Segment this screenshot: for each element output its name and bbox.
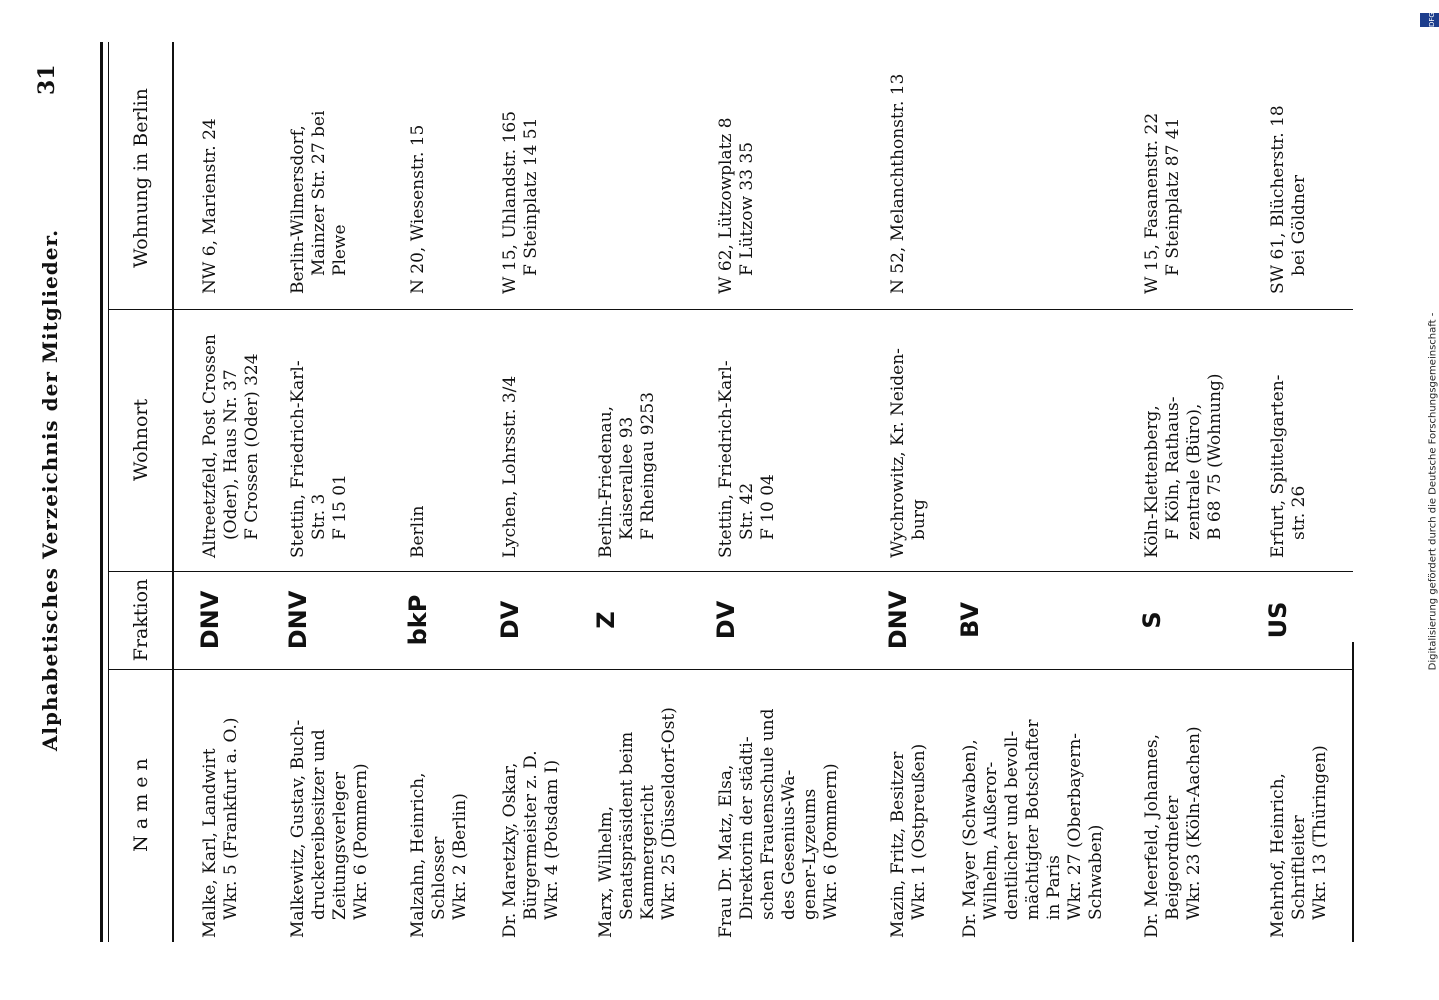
row-6-fraktion: DV xyxy=(712,600,740,640)
header-namen: N a m e n xyxy=(130,758,152,852)
row-8-fraktion: BV xyxy=(956,602,984,638)
header-wohnung: Wohnung in Berlin xyxy=(130,88,152,268)
row-2-fraktion: DNV xyxy=(284,590,312,650)
row-7-wohnung: N 52, Melanchthonstr. 13 xyxy=(888,73,908,294)
row-1-name: Malke, Karl, Landwirt Wkr. 5 (Frankfurt a. O.) xyxy=(200,717,241,938)
row-8-name: Dr. Mayer (Schwaben), Wilhelm, Außeror- dentlicher und bevoll- mächtigter Botschafter in Paris Wkr. 27 (Oberbayern- Schwaben) xyxy=(960,719,1106,938)
page-number: 31 xyxy=(34,64,60,95)
row-2-wohnung: Berlin-Wilmersdorf, Mainzer Str. 27 bei Plewe xyxy=(288,110,350,294)
row-10-name: Mehrhof, Heinrich, Schriftleiter Wkr. 13 (Thüringen) xyxy=(1268,745,1330,938)
row-7-fraktion: DNV xyxy=(884,590,912,650)
header-fraktion: Fraktion xyxy=(130,578,152,662)
row-5-name: Marx, Wilhelm, Senatspräsident beim Kammergericht Wkr. 25 (Düsseldorf-Ost) xyxy=(596,707,679,938)
row-9-name: Dr. Meerfeld, Johannes, Beigeordneter Wkr. 23 (Köln-Aachen) xyxy=(1142,726,1204,938)
row-6-name: Frau Dr. Matz, Elsa, Direktorin der städti- schen Frauenschule und des Gesenius-Wa- gener-Lyzeums Wkr. 6 (Pommern) xyxy=(716,708,841,938)
row-3-fraktion: bkP xyxy=(404,594,432,646)
dfg-logo: DFG xyxy=(1420,13,1439,27)
row-10-wohnung: SW 61, Blücherstr. 18 bei Göldner xyxy=(1268,105,1309,294)
digitization-strip xyxy=(1418,6,1439,996)
bottom-rule xyxy=(1352,642,1354,942)
row-9-wohnort: Köln-Klettenberg, F Köln, Rathaus- zentrale (Büro), B 68 75 (Wohnung) xyxy=(1142,373,1225,558)
row-9-wohnung: W 15, Fasanenstr. 22 F Steinplatz 87 41 xyxy=(1142,112,1183,294)
row-3-wohnung: N 20, Wiesenstr. 15 xyxy=(408,124,428,294)
row-1-wohnung: NW 6, Marienstr. 24 xyxy=(200,118,220,294)
row-4-wohnort: Lychen, Lohrsstr. 3/4 xyxy=(500,375,520,558)
row-6-wohnort: Stettin, Friedrich-Karl- Str. 42 F 10 04 xyxy=(716,360,778,558)
col-rule-2 xyxy=(108,571,1353,572)
row-2-wohnort: Stettin, Friedrich-Karl- Str. 3 F 15 01 xyxy=(288,360,350,558)
page-title: Alphabetisches Verzeichnis der Mitglieder. xyxy=(38,228,62,752)
row-1-fraktion: DNV xyxy=(196,590,224,650)
top-rule-thin xyxy=(108,42,109,942)
row-4-fraktion: DV xyxy=(496,600,524,640)
row-5-wohnort: Berlin-Friedenau, Kaiserallee 93 F Rheingau 9253 xyxy=(596,391,658,558)
row-5-fraktion: Z xyxy=(592,611,620,629)
header-wohnort: Wohnort xyxy=(130,398,152,482)
row-7-wohnort: Wychrowitz, Kr. Neiden- burg xyxy=(888,348,929,558)
row-1-wohnort: Altreetzfeld, Post Crossen (Oder), Haus Nr. 37 F Crossen (Oder) 324 xyxy=(200,334,262,558)
row-10-fraktion: US xyxy=(1264,601,1292,639)
row-9-fraktion: S xyxy=(1138,611,1166,629)
row-3-name: Malzahn, Heinrich, Schlosser Wkr. 2 (Berlin) xyxy=(408,772,470,938)
row-6-wohnung: W 62, Lützowplatz 8 F Lützow 33 35 xyxy=(716,117,757,294)
row-3-wohnort: Berlin xyxy=(408,505,428,558)
header-rule xyxy=(172,42,174,942)
row-4-wohnung: W 15, Uhlandstr. 165 F Steinplatz 14 51 xyxy=(500,110,541,294)
digitization-note: Digitalisierung gefördert durch die Deutsche Forschungsgemeinschaft - xyxy=(1427,312,1439,671)
row-4-name: Dr. Maretzky, Oskar, Bürgermeister z. D. Wkr. 4 (Potsdam I) xyxy=(500,750,562,938)
row-10-wohnort: Erfurt, Spittelgarten- str. 26 xyxy=(1268,374,1309,558)
top-rule-thick xyxy=(100,42,103,942)
row-7-name: Mazin, Fritz, Besitzer Wkr. 1 (Ostpreußen) xyxy=(888,743,929,938)
row-2-name: Malkewitz, Gustav, Buch- druckereibesitzer und Zeitungsverleger Wkr. 6 (Pommern) xyxy=(288,719,371,938)
